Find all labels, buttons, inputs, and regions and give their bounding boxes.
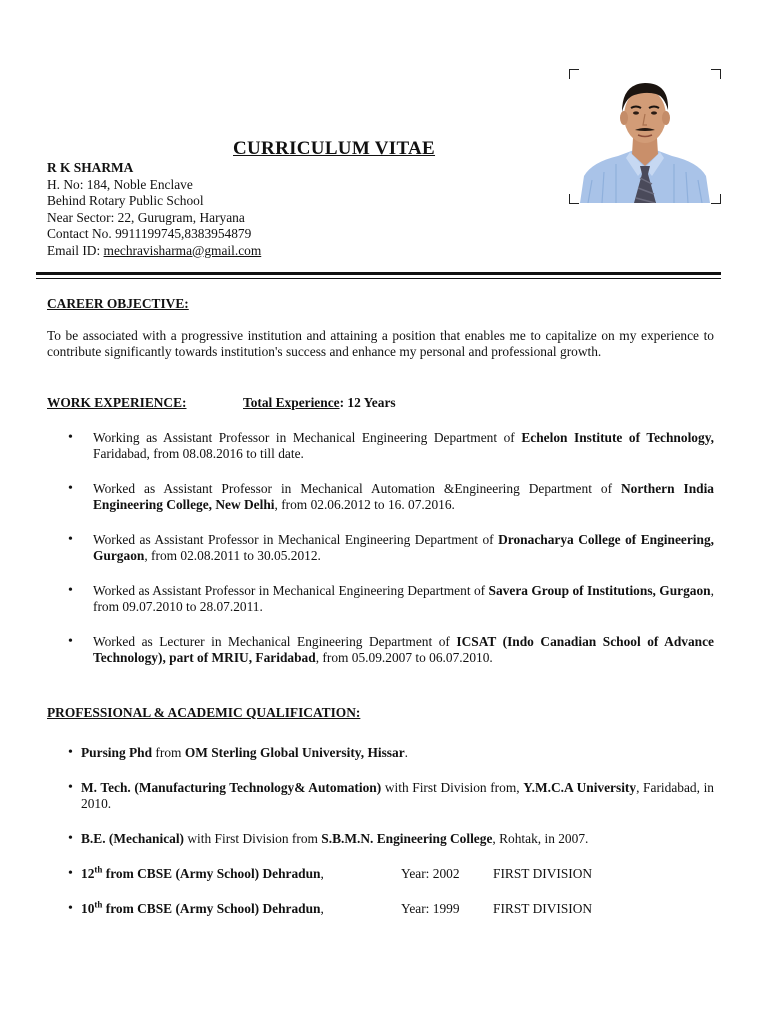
- degree-text: , Rohtak, in 2007.: [492, 831, 589, 846]
- division: FIRST DIVISION: [493, 901, 593, 916]
- frame-corner: [711, 69, 721, 79]
- job-duration: , from 02.06.2012 to 16. 07.2016.: [274, 497, 455, 512]
- photo-frame: [569, 69, 721, 204]
- degree-text: , Faridabad, in 2010.: [81, 780, 714, 811]
- degree-name: B.E. (Mechanical): [81, 831, 185, 846]
- institution-name: ICSAT (Indo Canadian School of Advance Technology), part of MRIU, Faridabad: [93, 634, 714, 665]
- job-duration: , from 05.09.2007 to 06.07.2010.: [315, 650, 493, 665]
- grade-suffix: th: [94, 864, 103, 875]
- list-item: [68, 532, 714, 564]
- qualification-heading: PROFESSIONAL & ACADEMIC QUALIFICATION:: [47, 705, 361, 720]
- total-experience-value: : 12 Years: [339, 395, 396, 410]
- grade-number: 12: [81, 866, 95, 881]
- passing-year: Year: 1999: [401, 901, 460, 916]
- degree-text: ,: [320, 866, 324, 881]
- degree-name: [81, 866, 321, 881]
- contact-label: Contact No.: [47, 226, 116, 241]
- header-divider-thick: [36, 272, 721, 275]
- degree-text: from: [152, 745, 185, 760]
- job-description: Worked as Assistant Professor in Mechanical Engineering Department of: [93, 583, 489, 598]
- list-item: [68, 481, 714, 513]
- university-name: OM Sterling Global University, Hissar: [184, 745, 405, 760]
- list-item: [68, 901, 714, 917]
- contact-number: 9911199745,8383954879: [115, 226, 252, 241]
- degree-text: .: [404, 745, 408, 760]
- list-item: [68, 866, 714, 882]
- profile-photo: [578, 72, 712, 203]
- work-experience-list: [68, 430, 714, 666]
- grade-number: 10: [81, 901, 95, 916]
- degree-text: ,: [320, 901, 324, 916]
- total-experience-label: Total Experience: [243, 395, 340, 410]
- job-duration: Faridabad, from 08.08.2016 to till date.: [93, 446, 304, 461]
- grade-suffix: th: [94, 899, 103, 910]
- job-duration: , from 09.07.2010 to 28.07.2011.: [93, 583, 714, 614]
- address-line-3: Near Sector: 22, Gurugram, Haryana: [47, 209, 245, 225]
- frame-corner: [711, 194, 721, 204]
- university-name: Y.M.C.A University: [523, 780, 637, 795]
- degree-text: with First Division from: [184, 831, 322, 846]
- career-objective-paragraph: To be associated with a progressive institution and attaining a position that enables me to capitalize on my experience to contribute significantly towards institution's success and enhance my personal and professional growth.: [47, 328, 714, 359]
- address-line-1: H. No: 184, Noble Enclave: [47, 176, 193, 192]
- page-title: CURRICULUM VITAE: [233, 138, 436, 159]
- email-link[interactable]: mechravisharma@gmail.com: [103, 242, 262, 258]
- list-item: [68, 780, 714, 812]
- email-line: [47, 243, 261, 260]
- degree-text: with First Division from,: [381, 780, 524, 795]
- school-name: from CBSE (Army School) Dehradun: [102, 866, 321, 881]
- job-description: Worked as Assistant Professor in Mechanical Automation &Engineering Department of: [93, 481, 621, 496]
- contact-number-line: [47, 226, 261, 243]
- division: FIRST DIVISION: [493, 866, 593, 881]
- degree-name: [81, 901, 321, 916]
- institution-name: Savera Group of Institutions, Gurgaon: [488, 583, 711, 598]
- candidate-name: R K SHARMA: [47, 160, 134, 175]
- passing-year: Year: 2002: [401, 866, 460, 881]
- job-description: Worked as Lecturer in Mechanical Engineering Department of: [93, 634, 457, 649]
- address-line-2: Behind Rotary Public School: [47, 193, 204, 208]
- institution-name: Northern India Engineering College, New Delhi: [93, 481, 715, 512]
- contact-block: [47, 160, 261, 259]
- work-experience-heading: WORK EXPERIENCE:: [47, 395, 187, 410]
- job-duration: , from 02.08.2011 to 30.05.2012.: [144, 548, 321, 563]
- list-item: [68, 583, 714, 615]
- university-name: S.B.M.N. Engineering College: [321, 831, 493, 846]
- institution-name: Echelon Institute of Technology,: [521, 430, 714, 445]
- header-divider-thin: [36, 278, 721, 279]
- qualification-list: [68, 745, 714, 917]
- email-label: Email ID:: [47, 242, 104, 258]
- degree-name: M. Tech. (Manufacturing Technology& Automation): [81, 780, 382, 795]
- institution-name: Dronacharya College of Engineering, Gurgaon: [93, 532, 714, 563]
- list-item: [68, 430, 714, 462]
- list-item: [68, 634, 714, 666]
- job-description: Working as Assistant Professor in Mechanical Engineering Department of: [93, 430, 522, 445]
- career-objective-heading: CAREER OBJECTIVE:: [47, 296, 189, 311]
- list-item: [68, 831, 714, 847]
- degree-name: Pursing Phd: [81, 745, 153, 760]
- list-item: [68, 745, 714, 761]
- job-description: Worked as Assistant Professor in Mechanical Engineering Department of: [93, 532, 499, 547]
- career-objective-text: [47, 328, 714, 360]
- total-experience: [243, 395, 396, 411]
- school-name: from CBSE (Army School) Dehradun: [102, 901, 321, 916]
